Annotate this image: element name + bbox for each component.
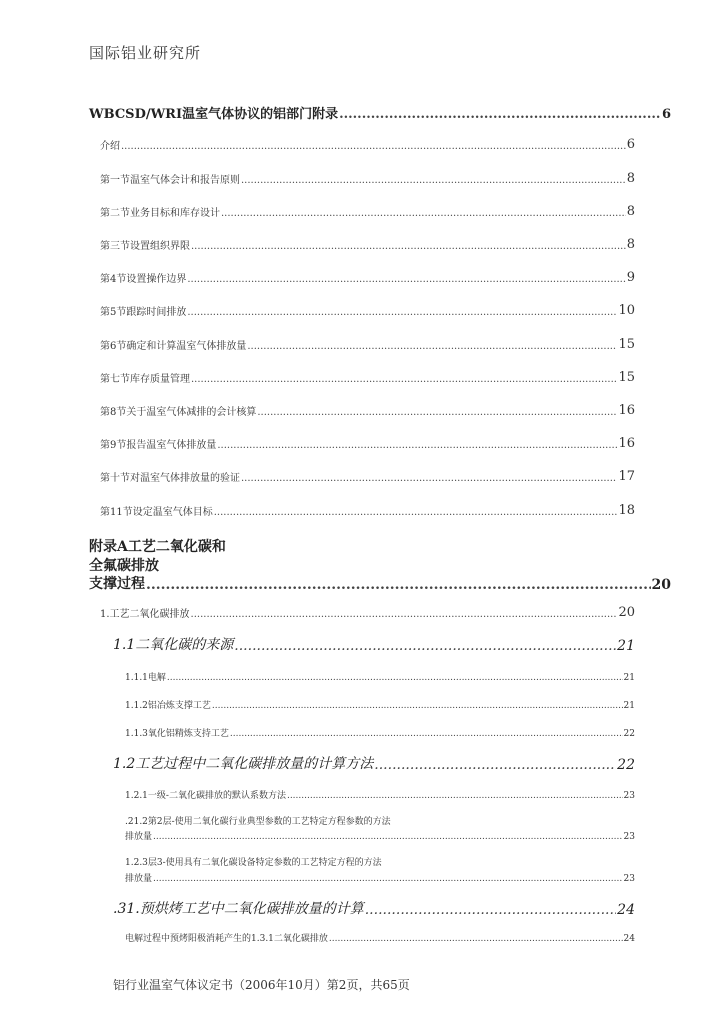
toc-appendix-a-line2: 全氟碳排放 [89,558,159,574]
toc-leader [329,934,623,944]
toc-entry-page: 8 [626,171,635,186]
toc-entry-page: 15 [618,337,635,352]
toc-leader [212,701,623,711]
page-footer: 铝行业温室气体议定书（2006年10月）第2页，共65页 [113,978,410,992]
toc-item-1-2-1[interactable] [125,788,635,801]
toc-section-9[interactable] [100,436,635,451]
toc-section-3[interactable] [100,237,635,252]
toc-leader [287,791,623,801]
toc-section-7[interactable] [100,370,635,385]
toc-leader [241,473,617,484]
toc-entry-page: 22 [617,757,635,773]
toc-entry-title: 1.1.3氧化铝精炼支持工艺 [125,729,229,739]
toc-entry-page: 18 [618,503,635,518]
toc-item-1-1-1[interactable] [125,670,635,683]
toc-entry-page: 6 [661,107,671,122]
toc-item-1-2-2-line1: .21.2第2层-使用二氧化碳行业典型参数的工艺特定方程参数的方法 [125,817,391,827]
toc-entry-page: 8 [626,204,635,219]
toc-entry-title: 第二节业务目标和库存设计 [100,208,220,219]
toc-entry-title: 第9节报告温室气体排放量 [100,440,217,451]
toc-item-1-2-3[interactable] [125,871,635,884]
toc-subsection-1-3[interactable] [113,898,635,918]
toc-entry-page: 20 [618,605,635,620]
toc-entry-title: 第4节设置操作边界 [100,274,187,285]
toc-entry-page: 23 [623,832,635,842]
toc-entry-title: 第6节确定和计算温室气体排放量 [100,341,247,352]
toc-main-entry[interactable] [89,103,671,122]
toc-entry-title: 第5节跟踪时间排放 [100,307,187,318]
toc-entry-page: 16 [618,436,635,451]
toc-entry-page: 9 [626,270,635,285]
toc-entry-title: 第十节对温室气体排放量的验证 [100,473,240,484]
toc-leader [187,307,617,318]
toc-item-1-2-2[interactable] [125,829,635,842]
toc-subsection-1[interactable] [100,605,635,620]
toc-item-1-1-3[interactable] [125,726,635,739]
toc-leader [365,902,616,918]
toc-leader [191,609,618,620]
toc-entry-page: 10 [618,303,635,318]
toc-entry-title: 1.1.1电解 [125,673,166,683]
toc-entry-title: 1.1二氧化碳的来源 [113,637,234,653]
toc-entry-page: 21 [623,701,635,711]
toc-entry-page: 21 [617,638,635,654]
toc-leader [230,729,623,739]
toc-leader [153,832,623,842]
toc-entry-title: .31.预烘烤工艺中二氧化碳排放量的计算 [113,901,364,917]
toc-leader [257,407,617,418]
toc-leader [234,638,616,654]
toc-entry-page: 20 [651,577,671,593]
toc-entry-page: 15 [618,370,635,385]
toc-entry-page: 8 [626,237,635,252]
toc-entry-title: 第一节温室气体会计和报告原则 [100,175,240,186]
toc-entry-title: 排放量 [125,874,153,884]
toc-subsection-1-2[interactable] [113,753,635,773]
toc-entry-title: 1.2工艺过程中二氧化碳排放量的计算方法 [113,756,374,772]
toc-entry-page: 21 [623,673,635,683]
toc-entry-title: 第七节库存质量管理 [100,374,190,385]
toc-item-1-3-1[interactable] [125,931,635,944]
toc-entry-page: 24 [623,934,635,944]
toc-leader [214,507,618,518]
document-header: 国际铝业研究所 [89,44,202,62]
toc-section-10[interactable] [100,469,635,484]
toc-appendix-a-line1: 附录A工艺二氧化碳和 [89,539,226,555]
toc-entry-title: 1.工艺二氧化碳排放 [100,609,190,620]
toc-item-1-2-3-line1: 1.2.3层3-使用具有二氧化碳设备特定参数的工艺特定方程的方法 [125,858,382,868]
toc-section-6[interactable] [100,337,635,352]
toc-section-4[interactable] [100,270,635,285]
toc-leader [217,440,617,451]
toc-section-11[interactable] [100,503,635,518]
toc-leader [167,673,623,683]
toc-leader [153,874,623,884]
toc-leader [191,241,626,252]
toc-entry-page: 24 [617,902,635,918]
toc-leader [339,107,661,122]
toc-section-8[interactable] [100,403,635,418]
toc-leader [247,341,617,352]
toc-entry-page: 6 [626,137,635,152]
toc-entry-page: 17 [618,469,635,484]
toc-section-5[interactable] [100,303,635,318]
toc-entry-page: 23 [623,874,635,884]
toc-leader [241,175,626,186]
toc-entry-page: 22 [623,729,635,739]
toc-section-intro[interactable] [100,137,635,152]
toc-entry-title: 电解过程中预烤阳极消耗产生的1.3.1二氧化碳排放 [125,934,328,944]
toc-entry-title: WBCSD/WRI温室气体协议的铝部门附录 [89,107,339,122]
toc-entry-title: 第11节设定温室气体目标 [100,507,213,518]
toc-entry-title: 第三节设置组织界限 [100,241,190,252]
toc-entry-title: 排放量 [125,832,153,842]
toc-leader [191,374,617,385]
toc-entry-title: 1.2.1一级-二氧化碳排放的默认系数方法 [125,791,286,801]
toc-leader [187,274,625,285]
toc-item-1-1-2[interactable] [125,698,635,711]
toc-leader [121,141,626,152]
toc-entry-title: 支撑过程 [89,576,145,592]
toc-section-2[interactable] [100,204,635,219]
toc-entry-title: 第8节关于温室气体减排的会计核算 [100,407,257,418]
toc-entry-title: 1.1.2铝冶炼支撑工艺 [125,701,211,711]
toc-section-1[interactable] [100,171,635,186]
toc-entry-page: 16 [618,403,635,418]
toc-leader [374,757,616,773]
toc-subsection-1-1[interactable] [113,634,635,654]
toc-appendix-a[interactable] [89,573,671,593]
toc-leader [221,208,626,219]
toc-leader [146,577,651,593]
toc-entry-page: 23 [623,791,635,801]
toc-entry-title: 介绍 [100,141,120,152]
